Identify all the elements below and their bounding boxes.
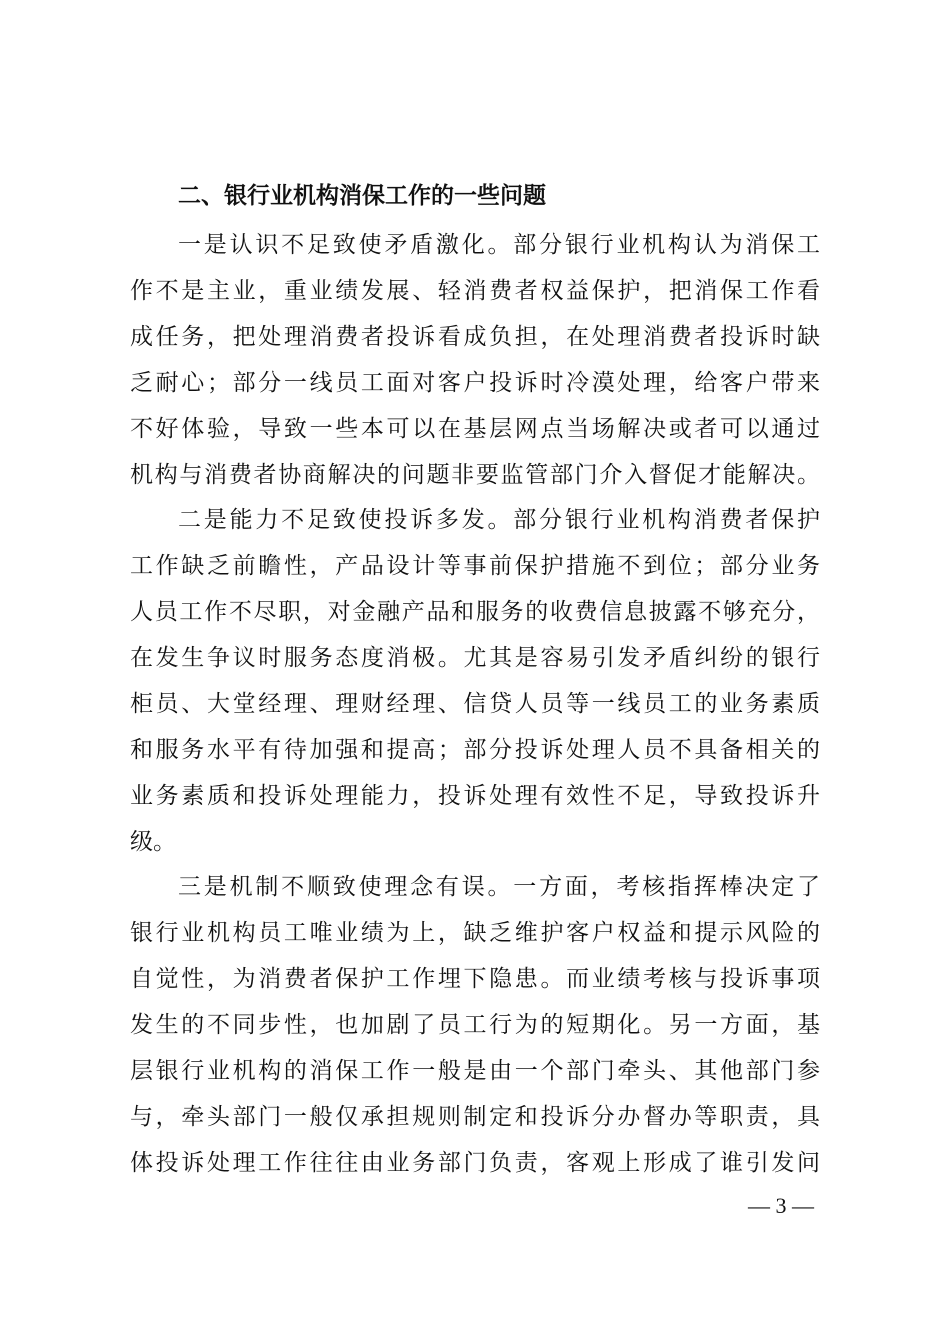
paragraph-2-line-3: 人员工作不尽职，对金融产品和服务的收费信息披露不够充分， (130, 599, 820, 625)
paragraph-2-line-6: 和服务水平有待加强和提高；部分投诉处理人员不具备相关的 (130, 737, 820, 763)
paragraph-3-line-2: 银行业机构员工唯业绩为上，缺乏维护客户权益和提示风险的 (130, 920, 820, 946)
paragraph-3-line-5: 层银行业机构的消保工作一般是由一个部门牵头、其他部门参 (130, 1058, 820, 1084)
paragraph-3-line-4: 发生的不同步性，也加剧了员工行为的短期化。另一方面，基 (130, 1012, 820, 1038)
paragraph-1-line-1: 一是认识不足致使矛盾激化。部分银行业机构认为消保工 (178, 232, 820, 258)
paragraph-3-line-1: 三是机制不顺致使理念有误。一方面，考核指挥棒决定了 (178, 874, 820, 900)
paragraph-2-line-2: 工作缺乏前瞻性，产品设计等事前保护措施不到位；部分业务 (130, 553, 820, 579)
paragraph-3-line-3: 自觉性，为消费者保护工作埋下隐患。而业绩考核与投诉事项 (130, 966, 820, 992)
paragraph-2-line-8: 级。 (130, 829, 176, 855)
paragraph-2-line-7: 业务素质和投诉处理能力，投诉处理有效性不足，导致投诉升 (130, 783, 820, 809)
paragraph-1-line-5: 不好体验，导致一些本可以在基层网点当场解决或者可以通过 (130, 416, 820, 442)
paragraph-1-line-4: 乏耐心；部分一线员工面对客户投诉时冷漠处理，给客户带来 (130, 370, 820, 396)
paragraph-2-line-4: 在发生争议时服务态度消极。尤其是容易引发矛盾纠纷的银行 (130, 645, 820, 671)
paragraph-3-line-6: 与，牵头部门一般仅承担规则制定和投诉分办督办等职责，具 (130, 1104, 820, 1130)
paragraph-1-line-2: 作不是主业，重业绩发展、轻消费者权益保护，把消保工作看 (130, 278, 820, 304)
paragraph-2-line-1: 二是能力不足致使投诉多发。部分银行业机构消费者保护 (178, 507, 820, 533)
paragraph-2-line-5: 柜员、大堂经理、理财经理、信贷人员等一线员工的业务素质 (130, 691, 820, 717)
paragraph-1-line-3: 成任务，把处理消费者投诉看成负担，在处理消费者投诉时缺 (130, 324, 820, 350)
section-heading: 二、银行业机构消保工作的一些问题 (178, 183, 546, 209)
paragraph-3-line-7: 体投诉处理工作往往由业务部门负责，客观上形成了谁引发问 (130, 1150, 820, 1176)
paragraph-1-line-6: 机构与消费者协商解决的问题非要监管部门介入督促才能解决。 (130, 462, 820, 488)
page-number: — 3 — (748, 1193, 814, 1218)
